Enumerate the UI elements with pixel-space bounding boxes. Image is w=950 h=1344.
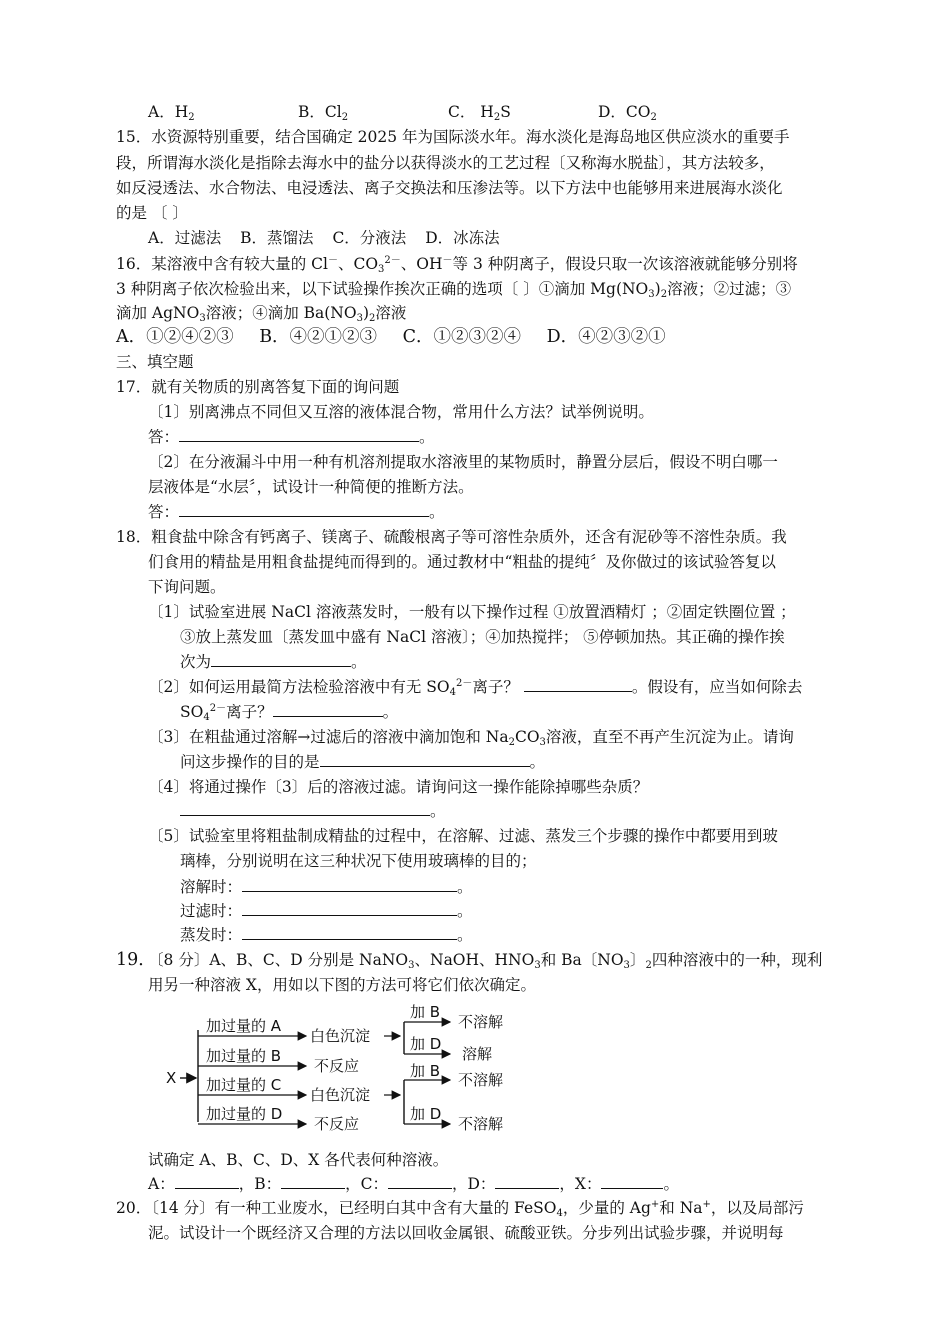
flow-sub-label-2: 加 D: [410, 1035, 442, 1053]
q18-line-3: 下询问题。: [148, 578, 226, 596]
q18-filter: 过滤时： 。: [180, 902, 473, 920]
q18-sub-2b: $SO_4^{2-}$离子？ 。: [180, 703, 399, 723]
answer-blank[interactable]: [211, 652, 351, 667]
q14-option-b: B．$Cl_2$: [298, 103, 349, 123]
flow-row-b: 加过量的 B: [206, 1047, 282, 1065]
answer-blank[interactable]: [242, 925, 457, 940]
q15-line-2: 段，所谓海水淡化是指除去海水中的盐分以获得淡水的工艺过程〔又称海水脱盐〕，其方法较多，: [116, 154, 775, 172]
q20-line-2: 泥。试设计一个既经济又合理的方法以回收金属银、硫酸亚铁。分步列出试验步骤，并说明每: [148, 1224, 784, 1242]
section-heading: 三、填空题: [116, 353, 194, 371]
flow-sub-result-2: 溶解: [462, 1045, 493, 1063]
flow-sub-result-3: 不溶解: [458, 1071, 504, 1089]
q17-part-1: 〔1〕别离沸点不同但又互溶的液体混合物，常用什么方法？试举例说明。: [148, 403, 654, 421]
q18-sub-1a: 〔1〕试验室进展 NaCl 溶液蒸发时，一般有以下操作过程 ①放置酒精灯 ；②固定铁圈位置 ；: [148, 603, 796, 621]
q19-line-1: 19．〔8 分〕A、B、C、D 分别是 NaNO$_3$、NaOH、$HNO_3$和 Ba〔$NO_3$〕$_2$四种溶液中的一种，现利: [116, 950, 823, 971]
flow-sub-label-1: 加 B: [410, 1003, 441, 1021]
q18-line-1: 18．粗食盐中除含有钙离子、镁离子、硫酸根离子等可溶性杂质外，还含有泥砂等不溶性杂质。我: [116, 528, 787, 546]
q16-line-3: 滴加 AgNO$_3$溶液；④滴加 $Ba(NO_3)_2$溶液: [116, 304, 407, 324]
q16-line-2: 3 种阴离子依次检验出来，以下试验操作挨次正确的选项〔 〕①滴加 $Mg(NO_3)_2$溶液；②过滤；③: [116, 280, 792, 300]
q20-line-1: 20．〔14 分〕有一种工业废水，已经明白其中含有大量的 FeSO$_4$，少量的 Ag+和 Na+，以及局部污: [116, 1199, 804, 1219]
q14-option-d: D．$CO_2$: [598, 103, 657, 123]
q15-line-1: 15．水资源特别重要，结合国确定 2025 年为国际淡水年。海水淡化是海岛地区供应淡水的重要手: [116, 128, 790, 146]
flow-row-d: 加过量的 D: [206, 1105, 283, 1123]
answer-blank[interactable]: [180, 801, 430, 816]
q18-sub-2a: 〔2〕如何运用最简方法检验溶液中有无 $SO_4^{2-}$离子？ 。假设有，应当如何除去: [148, 678, 803, 698]
flow-row-a: 加过量的 A: [206, 1017, 282, 1035]
answer-blank[interactable]: [320, 752, 530, 767]
flow-result-b: 不反应: [314, 1057, 360, 1075]
answer-blank[interactable]: [242, 901, 457, 916]
answer-blank-a[interactable]: [175, 1174, 239, 1189]
flow-sub-result-1: 不溶解: [458, 1013, 504, 1031]
answer-blank-d[interactable]: [495, 1174, 559, 1189]
flow-x-label: X: [166, 1069, 177, 1087]
flow-result-d: 不反应: [314, 1115, 360, 1133]
q17-stem: 17．就有关物质的别离答复下面的询问题: [116, 378, 400, 396]
q18-sub-3a: 〔3〕在粗盐通过溶解→过滤后的溶液中滴加饱和 $Na_2CO_3$溶液，直至不再产生沉淀为止。请询: [148, 728, 794, 748]
flow-sub-label-3: 加 B: [410, 1062, 441, 1080]
answer-blank[interactable]: [273, 702, 383, 717]
q18-sub-1b: ③放上蒸发皿〔蒸发皿中盛有 NaCl 溶液〕；④加热搅拌； ⑤停顿加热。其正确的操作挨: [180, 628, 785, 646]
q18-sub-1c: 次为 。: [180, 653, 367, 671]
q15-options: A．过滤法 B．蒸馏法 C．分液法 D．冰冻法: [148, 229, 500, 247]
q18-sub-5b: 璃棒，分别说明在这三种状况下使用玻璃棒的目的；: [180, 852, 537, 870]
flow-sub-label-4: 加 D: [410, 1105, 442, 1123]
flow-sub-result-4: 不溶解: [458, 1115, 504, 1133]
answer-blank-c[interactable]: [388, 1174, 452, 1189]
q14-option-c: C． $H_2S$: [448, 103, 511, 123]
q18-sub-3b: 问这步操作的目的是 。: [180, 753, 546, 771]
answer-blank[interactable]: [179, 502, 429, 517]
answer-blank[interactable]: [524, 677, 632, 692]
answer-blank[interactable]: [242, 877, 457, 892]
flow-result-a: 白色沉淀: [310, 1027, 371, 1045]
answer-blank-b[interactable]: [281, 1174, 345, 1189]
flow-row-c: 加过量的 C: [206, 1076, 282, 1094]
q19-answers: A： ，B： ，C： ，D： ，X： 。: [148, 1175, 679, 1193]
q16-options: A．①②④②③ B．④②①②③ C．①②③②④ D．④②③②①: [116, 327, 666, 347]
q18-evaporate: 蒸发时： 。: [180, 926, 473, 944]
q15-line-4: 的是 〔 〕: [116, 204, 188, 222]
q19-ask: 试确定 A、B、C、D、X 各代表何种溶液。: [148, 1151, 449, 1169]
q17-part-2b: 层液体是“水层〞，试设计一种简便的推断方法。: [148, 478, 474, 496]
q18-line-2: 们食用的精盐是用粗食盐提纯而得到的。通过教材中“粗盐的提纯〞及你做过的该试验答复以: [148, 553, 776, 571]
q18-dissolve: 溶解时： 。: [180, 878, 473, 896]
q18-sub-5a: 〔5〕试验室里将粗盐制成精盐的过程中，在溶解、过滤、蒸发三个步骤的操作中都要用到玻: [148, 827, 778, 845]
q19-flow-diagram: [160, 1003, 540, 1144]
q18-sub-4-answer: 。: [180, 801, 446, 821]
answer-blank[interactable]: [179, 427, 419, 442]
q17-part-2a: 〔2〕在分液漏斗中用一种有机溶剂提取水溶液里的某物质时，静置分层后，假设不明白哪一: [148, 453, 778, 471]
q14-option-a: A．$H_2$: [148, 103, 195, 123]
q18-sub-4: 〔4〕将通过操作〔3〕后的溶液过滤。请询问这一操作能除掉哪些杂质？: [148, 778, 649, 796]
flow-result-c: 白色沉淀: [310, 1086, 371, 1104]
q17-answer-2: 答： 。: [148, 503, 445, 521]
q16-line-1: 16．某溶液中含有较大量的 Cl－、$CO_3^{2-}$、OH－等 3 种阴离子，假设只取一次该溶液就能够分别将: [116, 255, 798, 275]
answer-blank-x[interactable]: [601, 1174, 663, 1189]
q15-line-3: 如反浸透法、水合物法、电浸透法、离子交换法和压渗法等。以下方法中也能够用来进展海水淡化: [116, 179, 783, 197]
q17-answer-1: 答： 。: [148, 428, 435, 446]
q19-line-2: 用另一种溶液 X，用如以下图的方法可将它们依次确定。: [148, 976, 536, 994]
